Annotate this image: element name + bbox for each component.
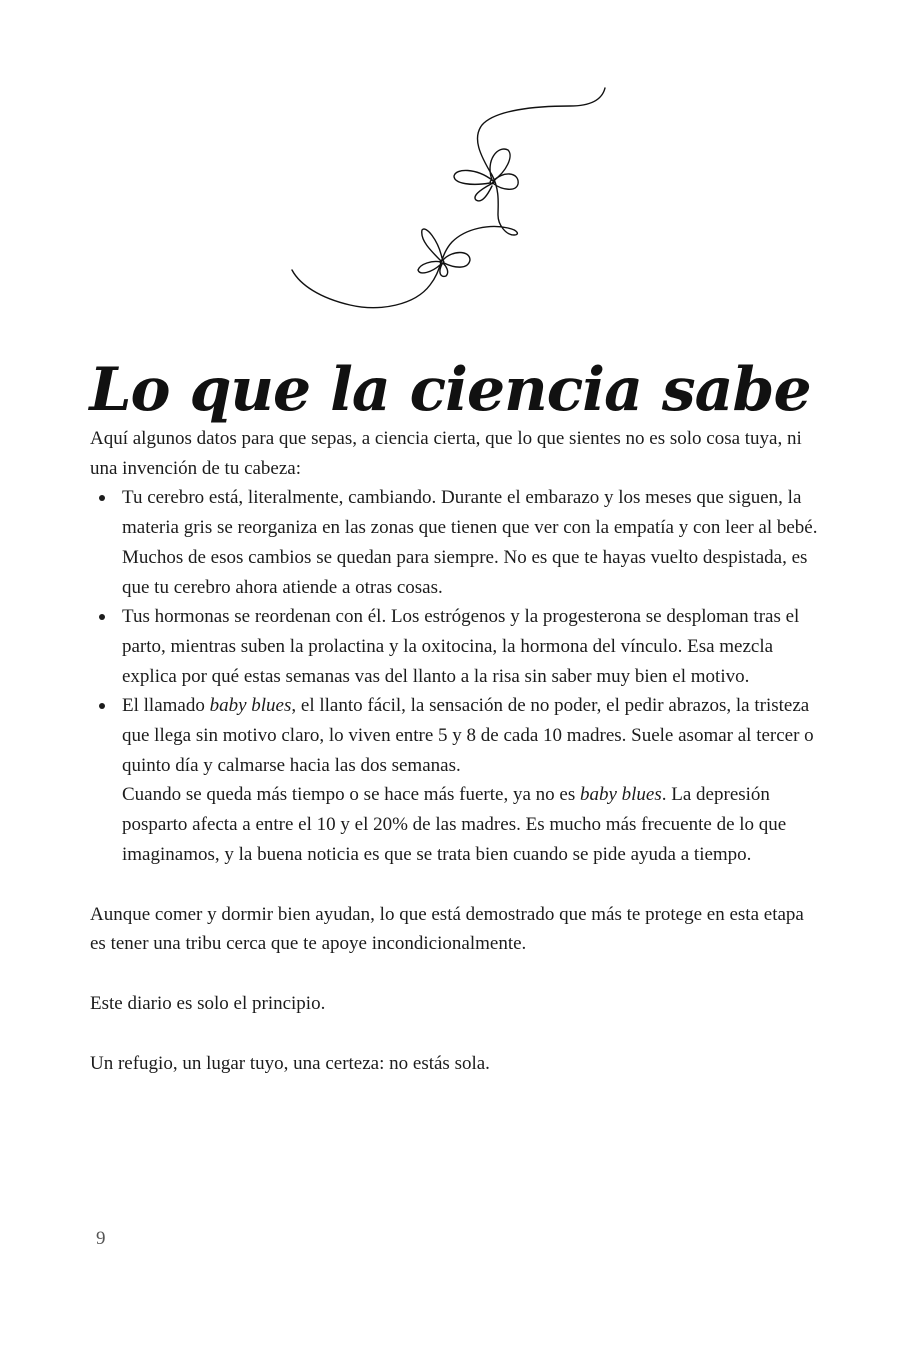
intro-paragraph: Aquí algunos datos para que sepas, a ciencia cierta, que lo que sientes no es solo cosa tuya, ni una invención de tu cabeza: [90, 428, 802, 479]
baby-blues-term-2: baby blues [579, 784, 662, 806]
postpartum-text-1: Cuando se queda más tiempo o se hace más fuerte, ya no es [122, 784, 580, 806]
refuge-paragraph: Un refugio, un lugar tuyo, una certeza: no estás sola. [90, 1052, 490, 1074]
butterflies-line-art-icon [280, 80, 620, 320]
list-item-hormones: Tus hormonas se reordenan con él. Los estrógenos y la progesterona se desploman tras el parto, mientras suben la prolactina y la oxitocina, la hormona del vínculo. Esa mezcla explica por qué estas semanas vas del llanto a la risa sin saber muy bien el motivo. [122, 602, 820, 691]
facts-list [90, 483, 820, 869]
baby-blues-term: baby blues [209, 695, 292, 717]
baby-blues-text-1: El llamado [122, 695, 210, 717]
postpartum-text-2: . La depresión posparto afecta a entre el 10 y el 20% de las madres. Es mucho más frecuente de lo que imaginamos, y la buena noticia es que se trata bien cuando se pide ayuda a tiempo. [122, 784, 787, 865]
body-text [90, 424, 820, 1078]
baby-blues-text-2: , el llanto fácil, la sensación de no poder, el pedir abrazos, la tristeza que llega sin motivo claro, lo viven entre 5 y 8 de cada 10 madres. Suele asomar al tercer o quinto día y calmarse hacia las dos semanas. [122, 695, 814, 776]
page-number: 9 [96, 1228, 106, 1249]
diary-paragraph: Este diario es solo el principio. [90, 992, 326, 1014]
list-item-baby-blues [122, 691, 820, 869]
tribe-paragraph: Aunque comer y dormir bien ayudan, lo que está demostrado que más te protege en esta etapa es tener una tribu cerca que te apoye incondicionalmente. [90, 903, 804, 955]
page-title: Lo que la ciencia sabe [89, 355, 811, 426]
list-item-brain: Tu cerebro está, literalmente, cambiando. Durante el embarazo y los meses que siguen, la materia gris se reorganiza en las zonas que tienen que ver con la empatía y con leer al bebé. Muchos de esos cambios se quedan para siempre. No es que te hayas vuelto despistada, es que tu cerebro ahora atiende a otras cosas. [122, 483, 820, 602]
